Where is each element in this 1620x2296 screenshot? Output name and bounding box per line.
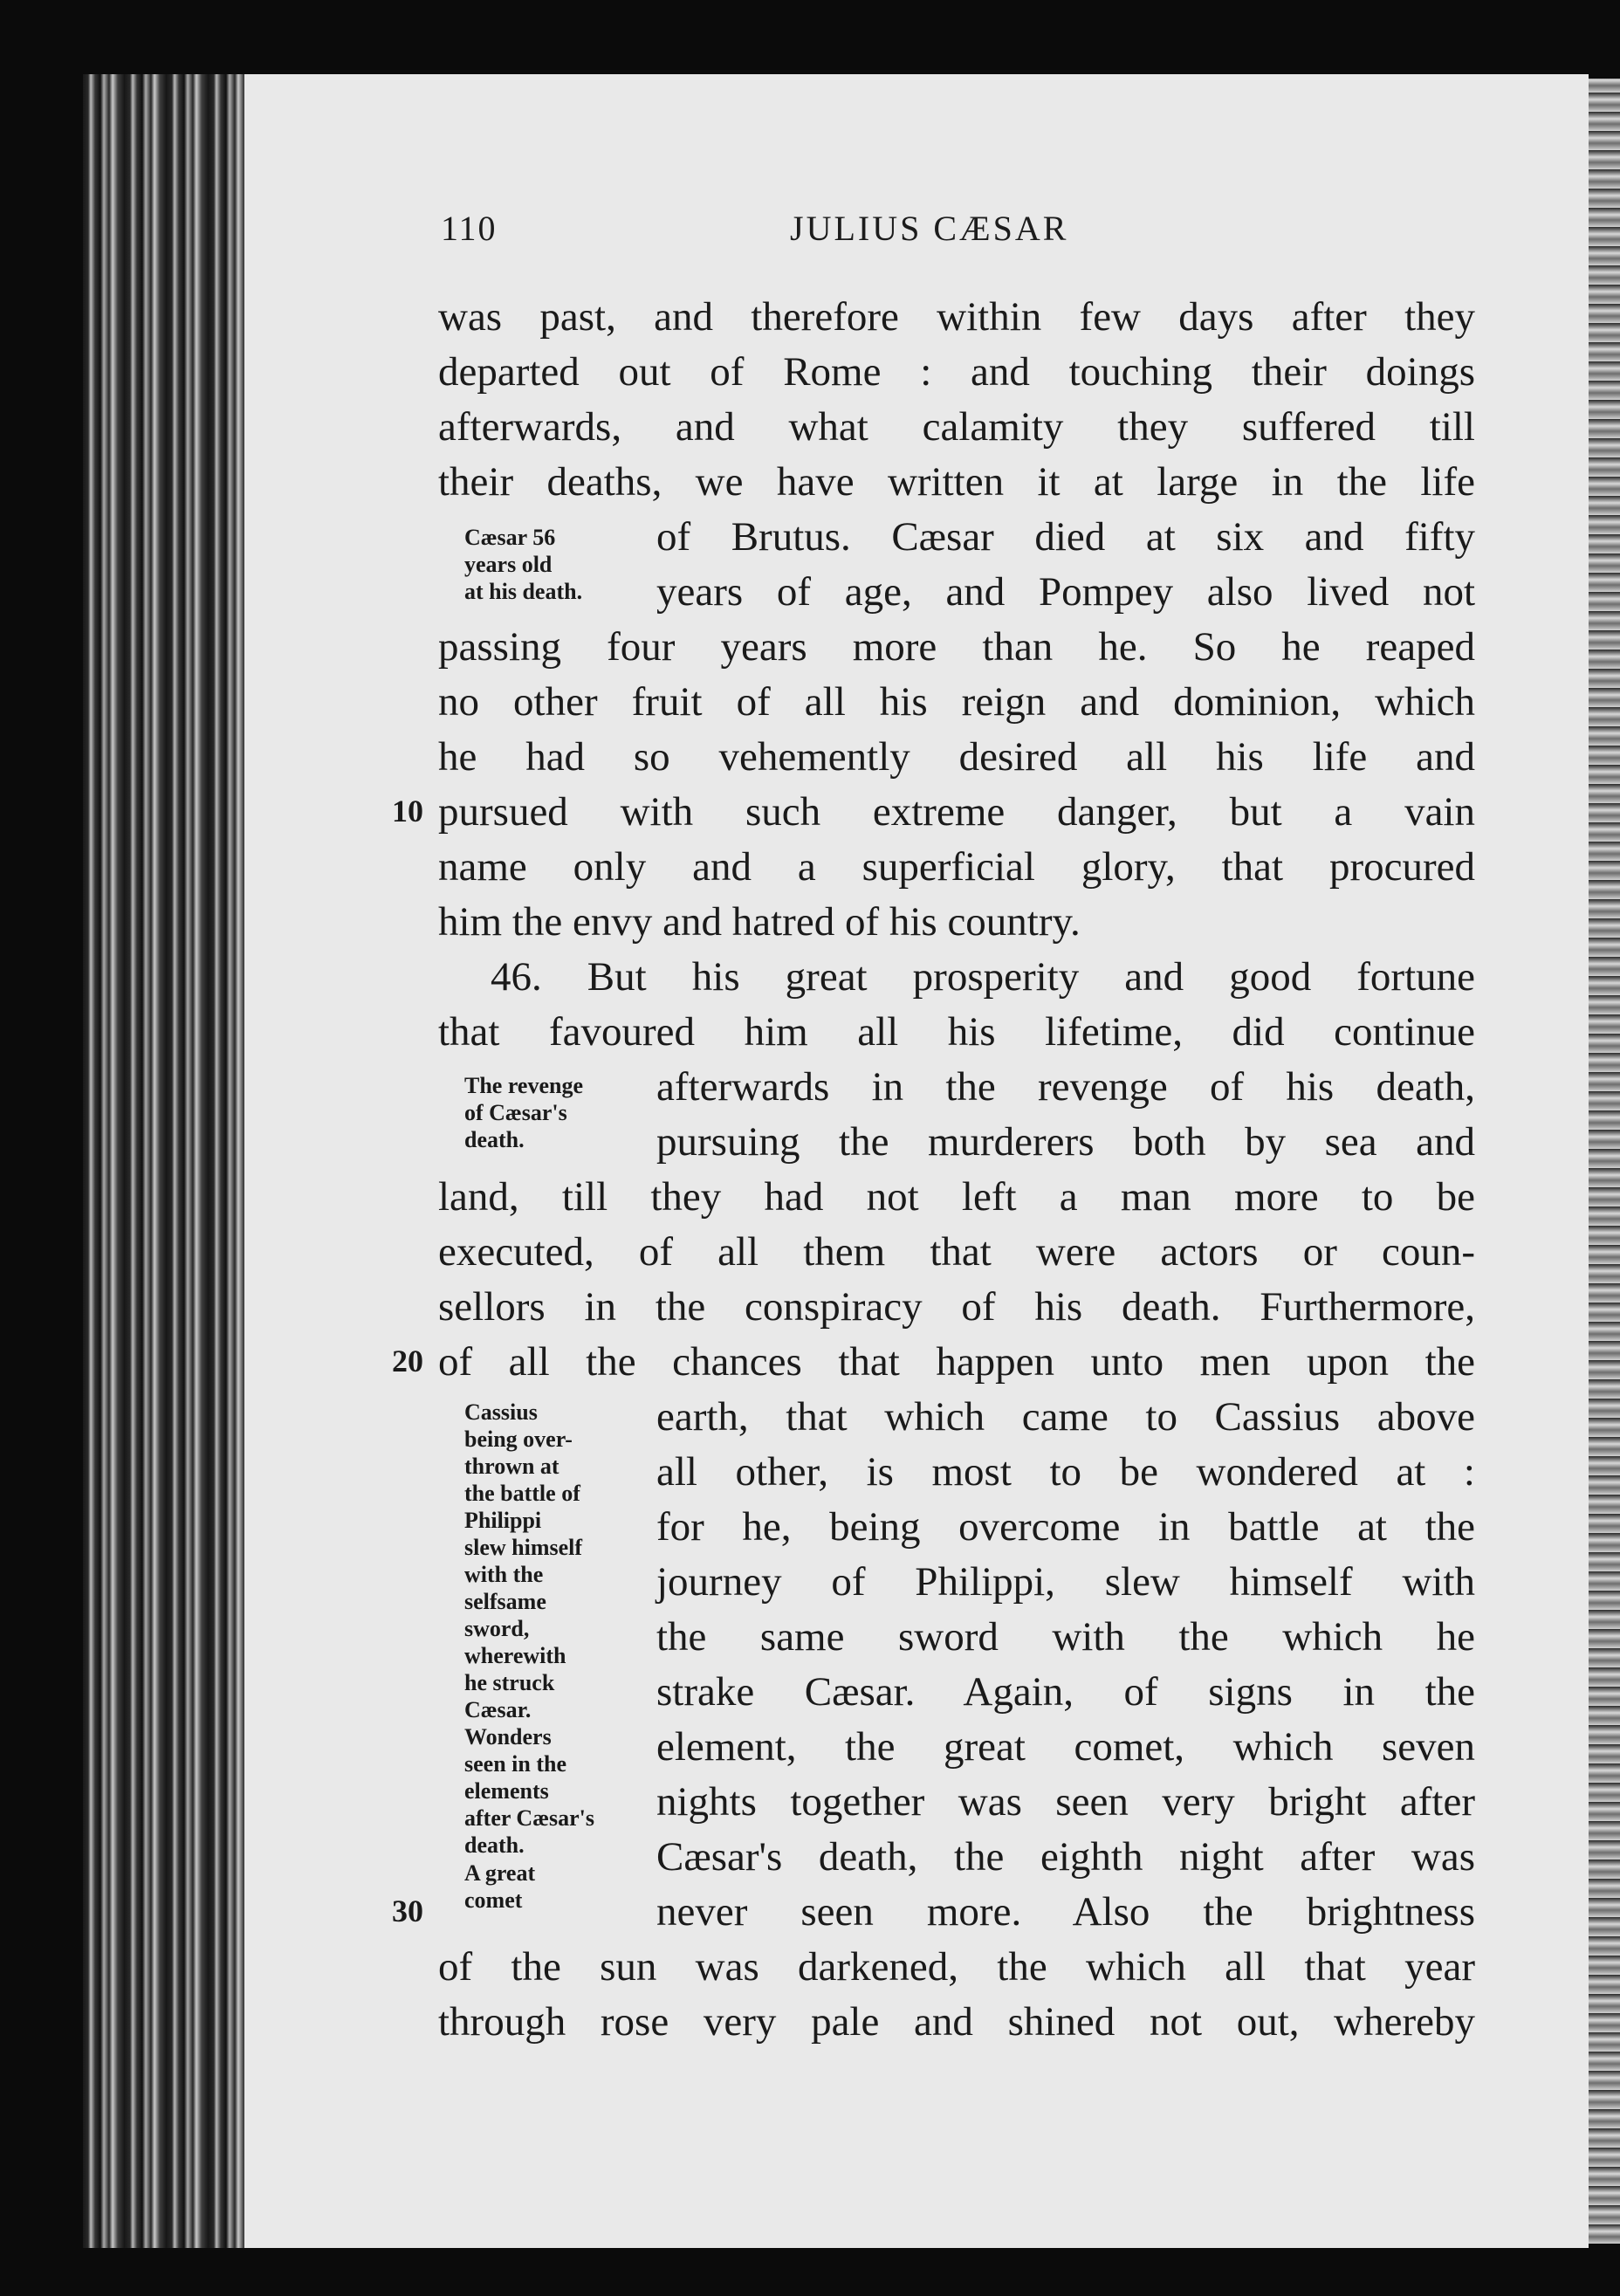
text-line: was past, and therefore within few days after they [438, 294, 1475, 340]
line-number-30: 30 [392, 1894, 423, 1928]
text-line: element, the great comet, which seven [656, 1724, 1475, 1770]
text-line: afterwards in the revenge of his death, [656, 1064, 1475, 1110]
text-line: the same sword with the which he [656, 1614, 1475, 1660]
line-number-10: 10 [392, 794, 423, 828]
text-line: departed out of Rome : and touching their doings [438, 349, 1475, 395]
text-line: he had so vehemently desired all his life and [438, 734, 1475, 780]
text-line: no other fruit of all his reign and dominion, which [438, 679, 1475, 725]
text-line: passing four years more than he. So he reaped [438, 624, 1475, 670]
text-line: pursued with such extreme danger, but a vain [438, 789, 1475, 835]
page-number: 110 [441, 209, 498, 248]
running-title: JULIUS CÆSAR [790, 209, 1069, 248]
paragraph-start-line: 46. But his great prosperity and good fortune [491, 954, 1475, 1000]
text-line: through rose very pale and shined not out, whereby [438, 1999, 1475, 2045]
line-number-20: 20 [392, 1344, 423, 1378]
text-line: nights together was seen very bright after [656, 1779, 1475, 1825]
text-line: of all the chances that happen unto men upon the [438, 1339, 1475, 1385]
text-line: strake Cæsar. Again, of signs in the [656, 1669, 1475, 1715]
text-line: of the sun was darkened, the which all that year [438, 1944, 1475, 1990]
text-line: all other, is most to be wondered at : [656, 1449, 1475, 1495]
text-line: that favoured him all his lifetime, did continue [438, 1009, 1475, 1055]
text-line: him the envy and hatred of his country. [438, 899, 1081, 945]
text-line: pursuing the murderers both by sea and [656, 1119, 1475, 1165]
text-line: afterwards, and what calamity they suffered till [438, 404, 1475, 450]
text-line: years of age, and Pompey also lived not [656, 569, 1475, 615]
text-line: their deaths, we have written it at large in the life [438, 459, 1475, 505]
text-line: sellors in the conspiracy of his death. Furthermore, [438, 1284, 1475, 1330]
text-line: name only and a superficial glory, that procured [438, 844, 1475, 890]
margin-note-revenge: The revenge of Cæsar's death. [464, 1073, 583, 1152]
text-line: executed, of all them that were actors or coun- [438, 1229, 1475, 1275]
margin-note-death-age: Cæsar 56 years old at his death. [464, 525, 583, 604]
text-line: journey of Philippi, slew himself with [656, 1559, 1475, 1605]
text-line: for he, being overcome in battle at the [656, 1504, 1475, 1550]
margin-note-comet: A great comet [464, 1860, 536, 1913]
text-line: Cæsar's death, the eighth night after was [656, 1834, 1475, 1880]
text-line: earth, that which came to Cassius above [656, 1394, 1475, 1440]
text-line: never seen more. Also the brightness [656, 1889, 1475, 1935]
margin-note-cassius: Cassius being over- thrown at the battle of Philippi slew himself with the selfsame sword, wherewith he struck Cæsar. [464, 1399, 583, 1722]
text-line: of Brutus. Cæsar died at six and fifty [656, 514, 1475, 560]
text-line: land, till they had not left a man more to be [438, 1174, 1475, 1220]
margin-note-wonders: Wonders seen in the elements after Cæsar's death. [464, 1724, 594, 1858]
